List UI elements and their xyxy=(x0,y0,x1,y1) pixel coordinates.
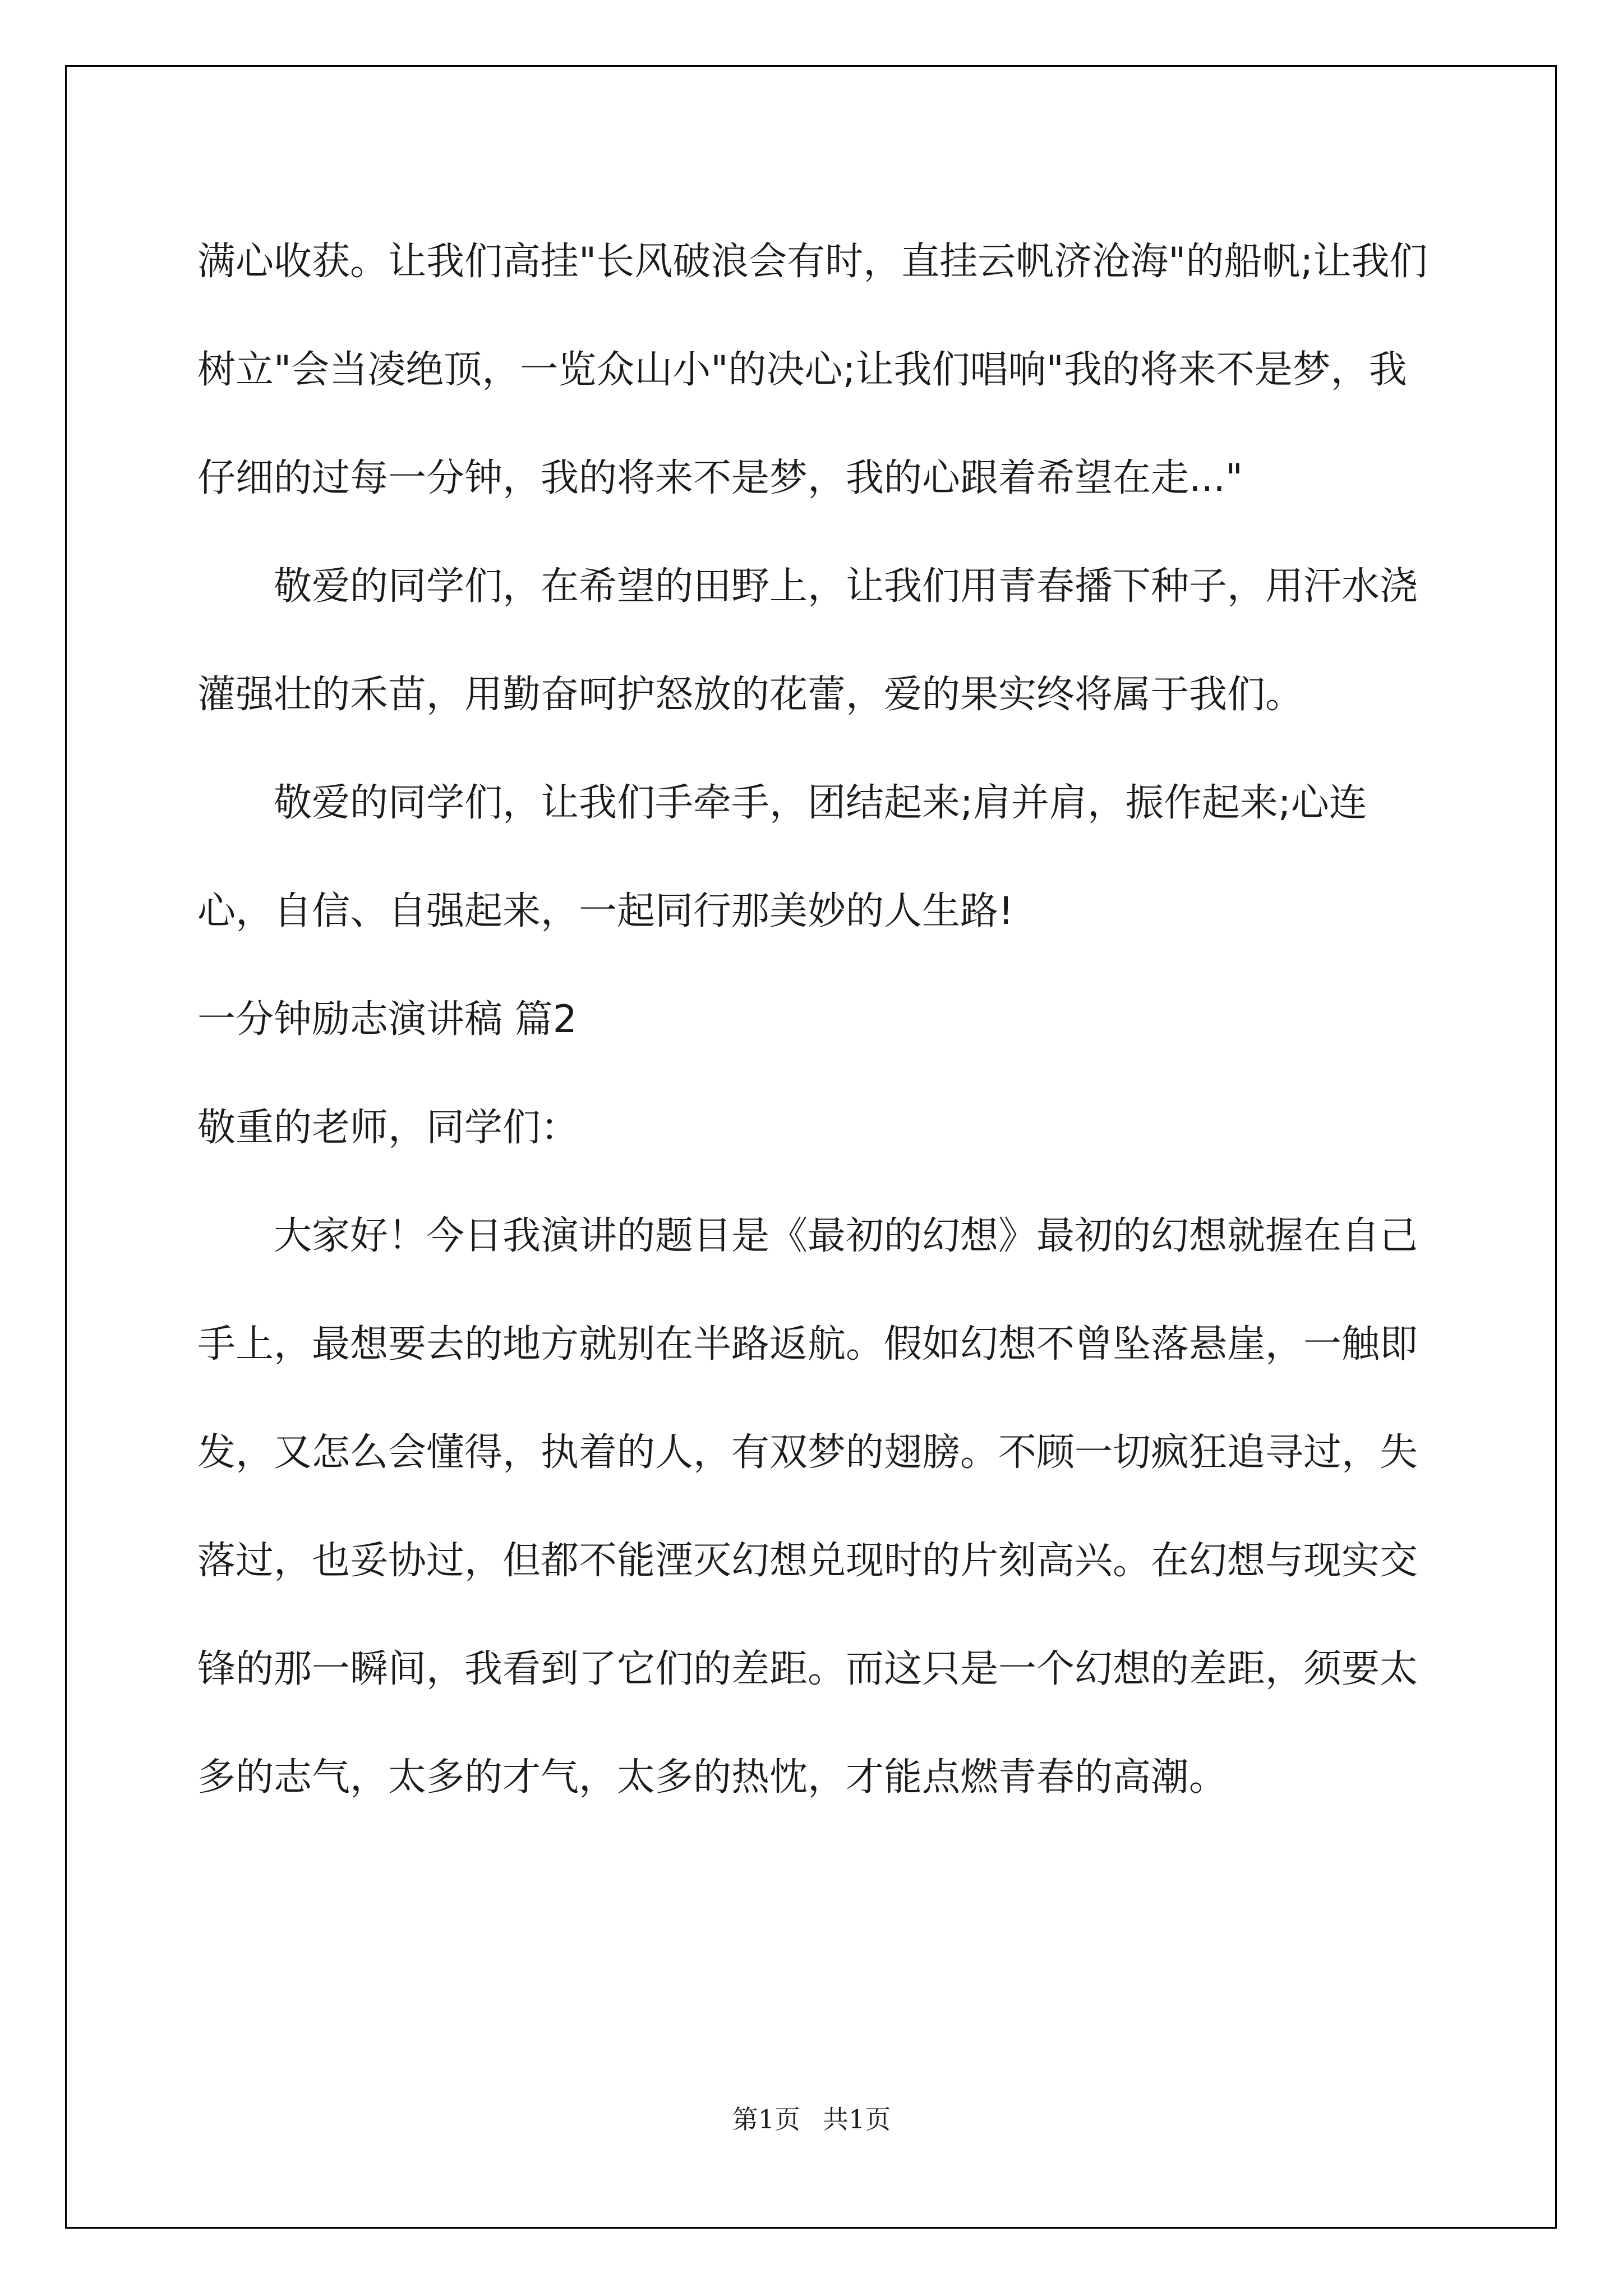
paragraph-1: 满心收获。让我们高挂"长风破浪会有时，直挂云帆济沧海"的船帆;让我们树立"会当凌绝顶，一览众山小"的决心;让我们唱响"我的将来不是梦，我仔细的过每一分钟，我的将来不是梦，我的心跟着希望在走..." xyxy=(197,240,1428,500)
document-body xyxy=(197,208,1431,1832)
section-heading: 一分钟励志演讲稿 篇2 xyxy=(197,997,577,1042)
page-number: 第1页 xyxy=(732,2104,800,2134)
page-total: 共1页 xyxy=(823,2104,891,2134)
paragraph-3: 敬爱的同学们，让我们手牵手，团结起来;肩并肩，振作起来;心连心，自信、自强起来，一起同行那美妙的人生路! xyxy=(197,781,1367,933)
salutation: 敬重的老师，同学们： xyxy=(197,1106,579,1150)
paragraph-2: 敬爱的同学们，在希望的田野上，让我们用青春播下种子，用汗水浇灌强壮的禾苗，用勤奋呵护怒放的花蕾，爱的果实终将属于我们。 xyxy=(197,564,1418,717)
paragraph-4: 大家好！今日我演讲的题目是《最初的幻想》最初的幻想就握在自己手上，最想要去的地方就别在半路返航。假如幻想不曾坠落悬崖，一触即发，又怎么会懂得，执着的人，有双梦的翅膀。不顾一切疯狂追寻过，失落过，也妥协过，但都不能湮灭幻想兑现时的片刻高兴。在幻想与现实交锋的那一瞬间，我看到了它们的差距。而这只是一个幻想的差距，须要太多的志气，太多的才气，太多的热忱，才能点燃青春的高潮。 xyxy=(197,1214,1418,1800)
page-footer xyxy=(0,2099,1623,2136)
